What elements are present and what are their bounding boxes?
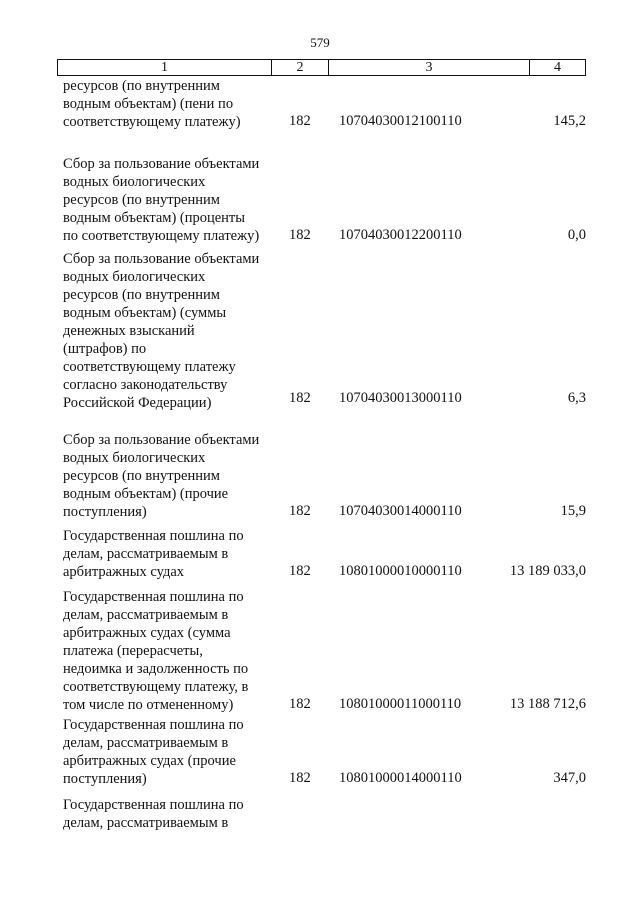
- header-col-3: 3: [329, 60, 530, 75]
- header-col-2: 2: [272, 60, 329, 75]
- row-amount: 0,0: [567, 227, 586, 243]
- row-admin-code: 182: [289, 503, 311, 519]
- row-admin-code: 182: [289, 770, 311, 786]
- row-budget-code: 10704030014000110: [339, 503, 462, 519]
- row-name: Государственная пошлина по делам, рассматриваемым в арбитражных судах (сумма платежа (перерасчеты, недоимка и задолженность по соответствующему платежу, в том числе по отмененному): [63, 589, 249, 713]
- row-admin-code: 182: [289, 696, 311, 712]
- row-admin-code: 182: [289, 227, 311, 243]
- row-budget-code: 10801000010000110: [339, 563, 462, 579]
- page-number: 579: [310, 35, 330, 50]
- row-admin-code: 182: [289, 390, 311, 406]
- row-name: Государственная пошлина по делам, рассматриваемым в арбитражных судах: [63, 528, 244, 580]
- row-amount: 6,3: [567, 390, 586, 406]
- row-name: Государственная пошлина по делам, рассматриваемым в арбитражных судах (прочие поступления): [63, 717, 244, 787]
- row-admin-code: 182: [289, 113, 311, 129]
- header-col-4: 4: [554, 60, 561, 75]
- row-name: ресурсов (по внутренним водным объектам) (пени по соответствующему платежу): [63, 78, 241, 130]
- row-budget-code: 10704030012200110: [339, 227, 462, 243]
- row-budget-code: 10801000011000110: [339, 696, 462, 712]
- row-amount: 13 188 712,6: [509, 696, 586, 712]
- row-budget-code: 10801000014000110: [339, 770, 462, 786]
- header-col-1: 1: [58, 60, 272, 75]
- row-name: Государственная пошлина по делам, рассматриваемым в: [63, 797, 244, 831]
- row-amount: 15,9: [560, 503, 586, 519]
- row-name: Сбор за пользование объектами водных биологических ресурсов (по внутренним водным объектам) (суммы денежных взысканий (штрафов) по соответствующему платежу согласно законодательству Российской Федерации): [63, 251, 260, 411]
- row-amount: 145,2: [553, 113, 586, 129]
- row-admin-code: 182: [289, 563, 311, 579]
- row-amount: 347,0: [553, 770, 586, 786]
- table-header: [57, 59, 586, 76]
- row-budget-code: 10704030012100110: [339, 113, 462, 129]
- row-name: Сбор за пользование объектами водных биологических ресурсов (по внутренним водным объектам) (прочие поступления): [63, 432, 260, 520]
- row-amount: 13 189 033,0: [509, 563, 586, 579]
- row-budget-code: 10704030013000110: [339, 390, 462, 406]
- row-name: Сбор за пользование объектами водных биологических ресурсов (по внутренним водным объектам) (проценты по соответствующему платежу): [63, 156, 260, 244]
